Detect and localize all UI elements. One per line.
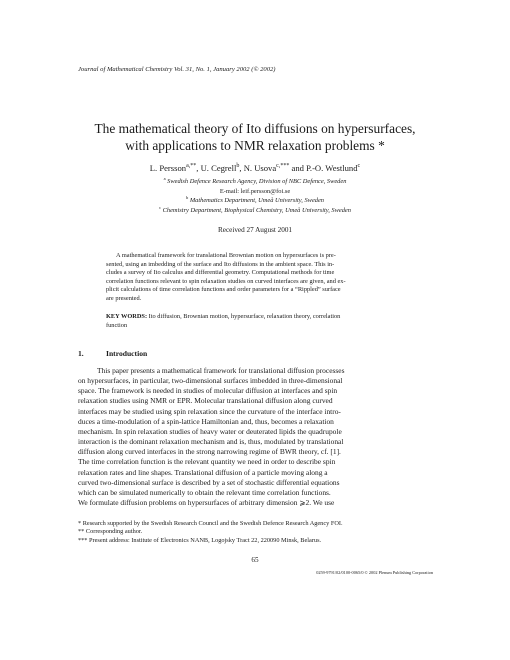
author-separator: , bbox=[239, 163, 244, 173]
affiliation-text: Mathematics Department, Umeå University, Sweden bbox=[189, 197, 325, 205]
author-name: P.-O. Westlund bbox=[306, 163, 358, 173]
keywords-line bbox=[106, 313, 408, 322]
author-separator: and bbox=[289, 163, 307, 173]
title-line: The mathematical theory of Ito diffusions on hypersurfaces, bbox=[94, 121, 416, 136]
body-line: relaxation rates and line shapes. Translational diffusion of a particle moving along a bbox=[78, 467, 328, 477]
author-name: U. Cegrell bbox=[200, 163, 237, 173]
journal-header: Journal of Mathematical Chemistry Vol. 31, No. 1, January 2002 (© 2002) bbox=[78, 66, 276, 73]
body-line: interfaces may be studied using spin relaxation since the curvature of the interface intro- bbox=[78, 406, 341, 416]
body-line: diffusion along curved interfaces in the strong narrowing regime of BWR theory, cf. [1]. bbox=[78, 447, 341, 457]
keywords-label: KEY WORDS: bbox=[106, 313, 148, 320]
affiliations bbox=[40, 177, 470, 215]
body-line: on hypersurfaces, in particular, two-dimensional surfaces imbedded in three-dimensional bbox=[78, 376, 343, 386]
footnotes bbox=[78, 520, 434, 545]
affiliation-text: Chemistry Department, Biophysical Chemistry, Umeå University, Sweden bbox=[162, 206, 351, 214]
body-line: interaction is the dominant relaxation mechanism and is, thus, modulated by translational bbox=[78, 437, 344, 447]
affiliation-mark: c bbox=[159, 204, 162, 210]
affiliation-a bbox=[40, 177, 470, 187]
body-line: The time correlation function is the relevant quantity we need in order to describe spin bbox=[78, 457, 336, 467]
body-line: duces a time-modulation of a spin-lattice Hamiltonian and, thus, becomes a relaxation bbox=[78, 416, 334, 426]
body-line: curved two-dimensional surface is described by a set of stochastic differential equations bbox=[78, 477, 340, 487]
section-heading bbox=[78, 349, 147, 358]
abstract bbox=[106, 252, 408, 304]
affiliation-mark: a bbox=[163, 175, 166, 181]
affiliation-c bbox=[40, 206, 470, 216]
author-affiliation-mark: b bbox=[236, 163, 240, 170]
section-number: 1. bbox=[78, 349, 84, 358]
received-date: Received 27 August 2001 bbox=[217, 226, 293, 234]
abstract-line: correlation functions relevant to spin relaxation studies on curved interfaces are given, and ex- bbox=[106, 277, 346, 285]
abstract-line: plicit calculations of time correlation functions and order parameters for a “Rippled” surface bbox=[106, 286, 341, 294]
affiliation-text: Swedish Defence Research Agency, Division of NBC Defence, Sweden bbox=[167, 178, 347, 185]
page-number: 65 bbox=[251, 556, 259, 564]
author-name: N. Usova bbox=[243, 163, 277, 173]
author-affiliation-mark: a,** bbox=[186, 163, 197, 170]
copyright-line: 0259-9791/02/0100-0065/0 © 2002 Plenum Publishing Corporation bbox=[316, 570, 433, 575]
keywords bbox=[106, 313, 408, 330]
keywords-text: Ito diffusion, Brownian motion, hypersurface, relaxation theory, correlation bbox=[147, 313, 341, 320]
author-affiliation-mark: c bbox=[357, 163, 361, 170]
paper-title bbox=[60, 120, 450, 154]
affiliation-mark: b bbox=[185, 195, 189, 201]
author-list bbox=[40, 163, 470, 173]
body-line: This paper presents a mathematical framework for translational diffusion processes bbox=[97, 366, 345, 375]
section-title: Introduction bbox=[106, 349, 148, 358]
footnote: ** Corresponding author. bbox=[78, 528, 143, 536]
abstract-line: A mathematical framework for translational Brownian motion on hypersurfaces is pre- bbox=[116, 252, 336, 259]
body-line: which can be simulated numerically to obtain the relevant time correlation functions. bbox=[78, 487, 331, 497]
body-line: We formulate diffusion problems on hypersurfaces of arbitrary dimension ⩾2. We use bbox=[78, 498, 335, 508]
author-separator: , bbox=[196, 163, 201, 173]
footnote: *** Present address: Institute of Electronics NANB, Logojsky Tract 22, 220090 Minsk, Belarus. bbox=[78, 536, 322, 544]
abstract-line: cludes a survey of Ito calculus and differential geometry. Computational methods for time bbox=[106, 269, 335, 277]
body-line: relaxation studies using NMR or EPR. Molecular translational diffusion along curved bbox=[78, 396, 333, 406]
footnote: * Research supported by the Swedish Research Council and the Swedish Defence Research Agency FOI. bbox=[78, 520, 343, 527]
body-line: space. The framework is needed in studies of molecular diffusion at interfaces and spin bbox=[78, 386, 338, 396]
keywords-line: function bbox=[106, 321, 128, 329]
abstract-line: are presented. bbox=[106, 294, 142, 302]
affiliation-b bbox=[40, 196, 470, 206]
author-affiliation-mark: c,*** bbox=[276, 163, 290, 170]
body-line: mechanism. In spin relaxation studies of heavy water or deuterated lipids the quadrupole bbox=[78, 426, 342, 436]
title-line: with applications to NMR relaxation problems * bbox=[125, 138, 385, 153]
abstract-line: sented, using an imbedding of the surface and Ito diffusions in the ambient space. This in- bbox=[106, 260, 335, 268]
author-name: L. Persson bbox=[149, 163, 187, 173]
body-text bbox=[78, 366, 434, 508]
author-email: E-mail: leif.persson@foi.se bbox=[219, 187, 291, 195]
